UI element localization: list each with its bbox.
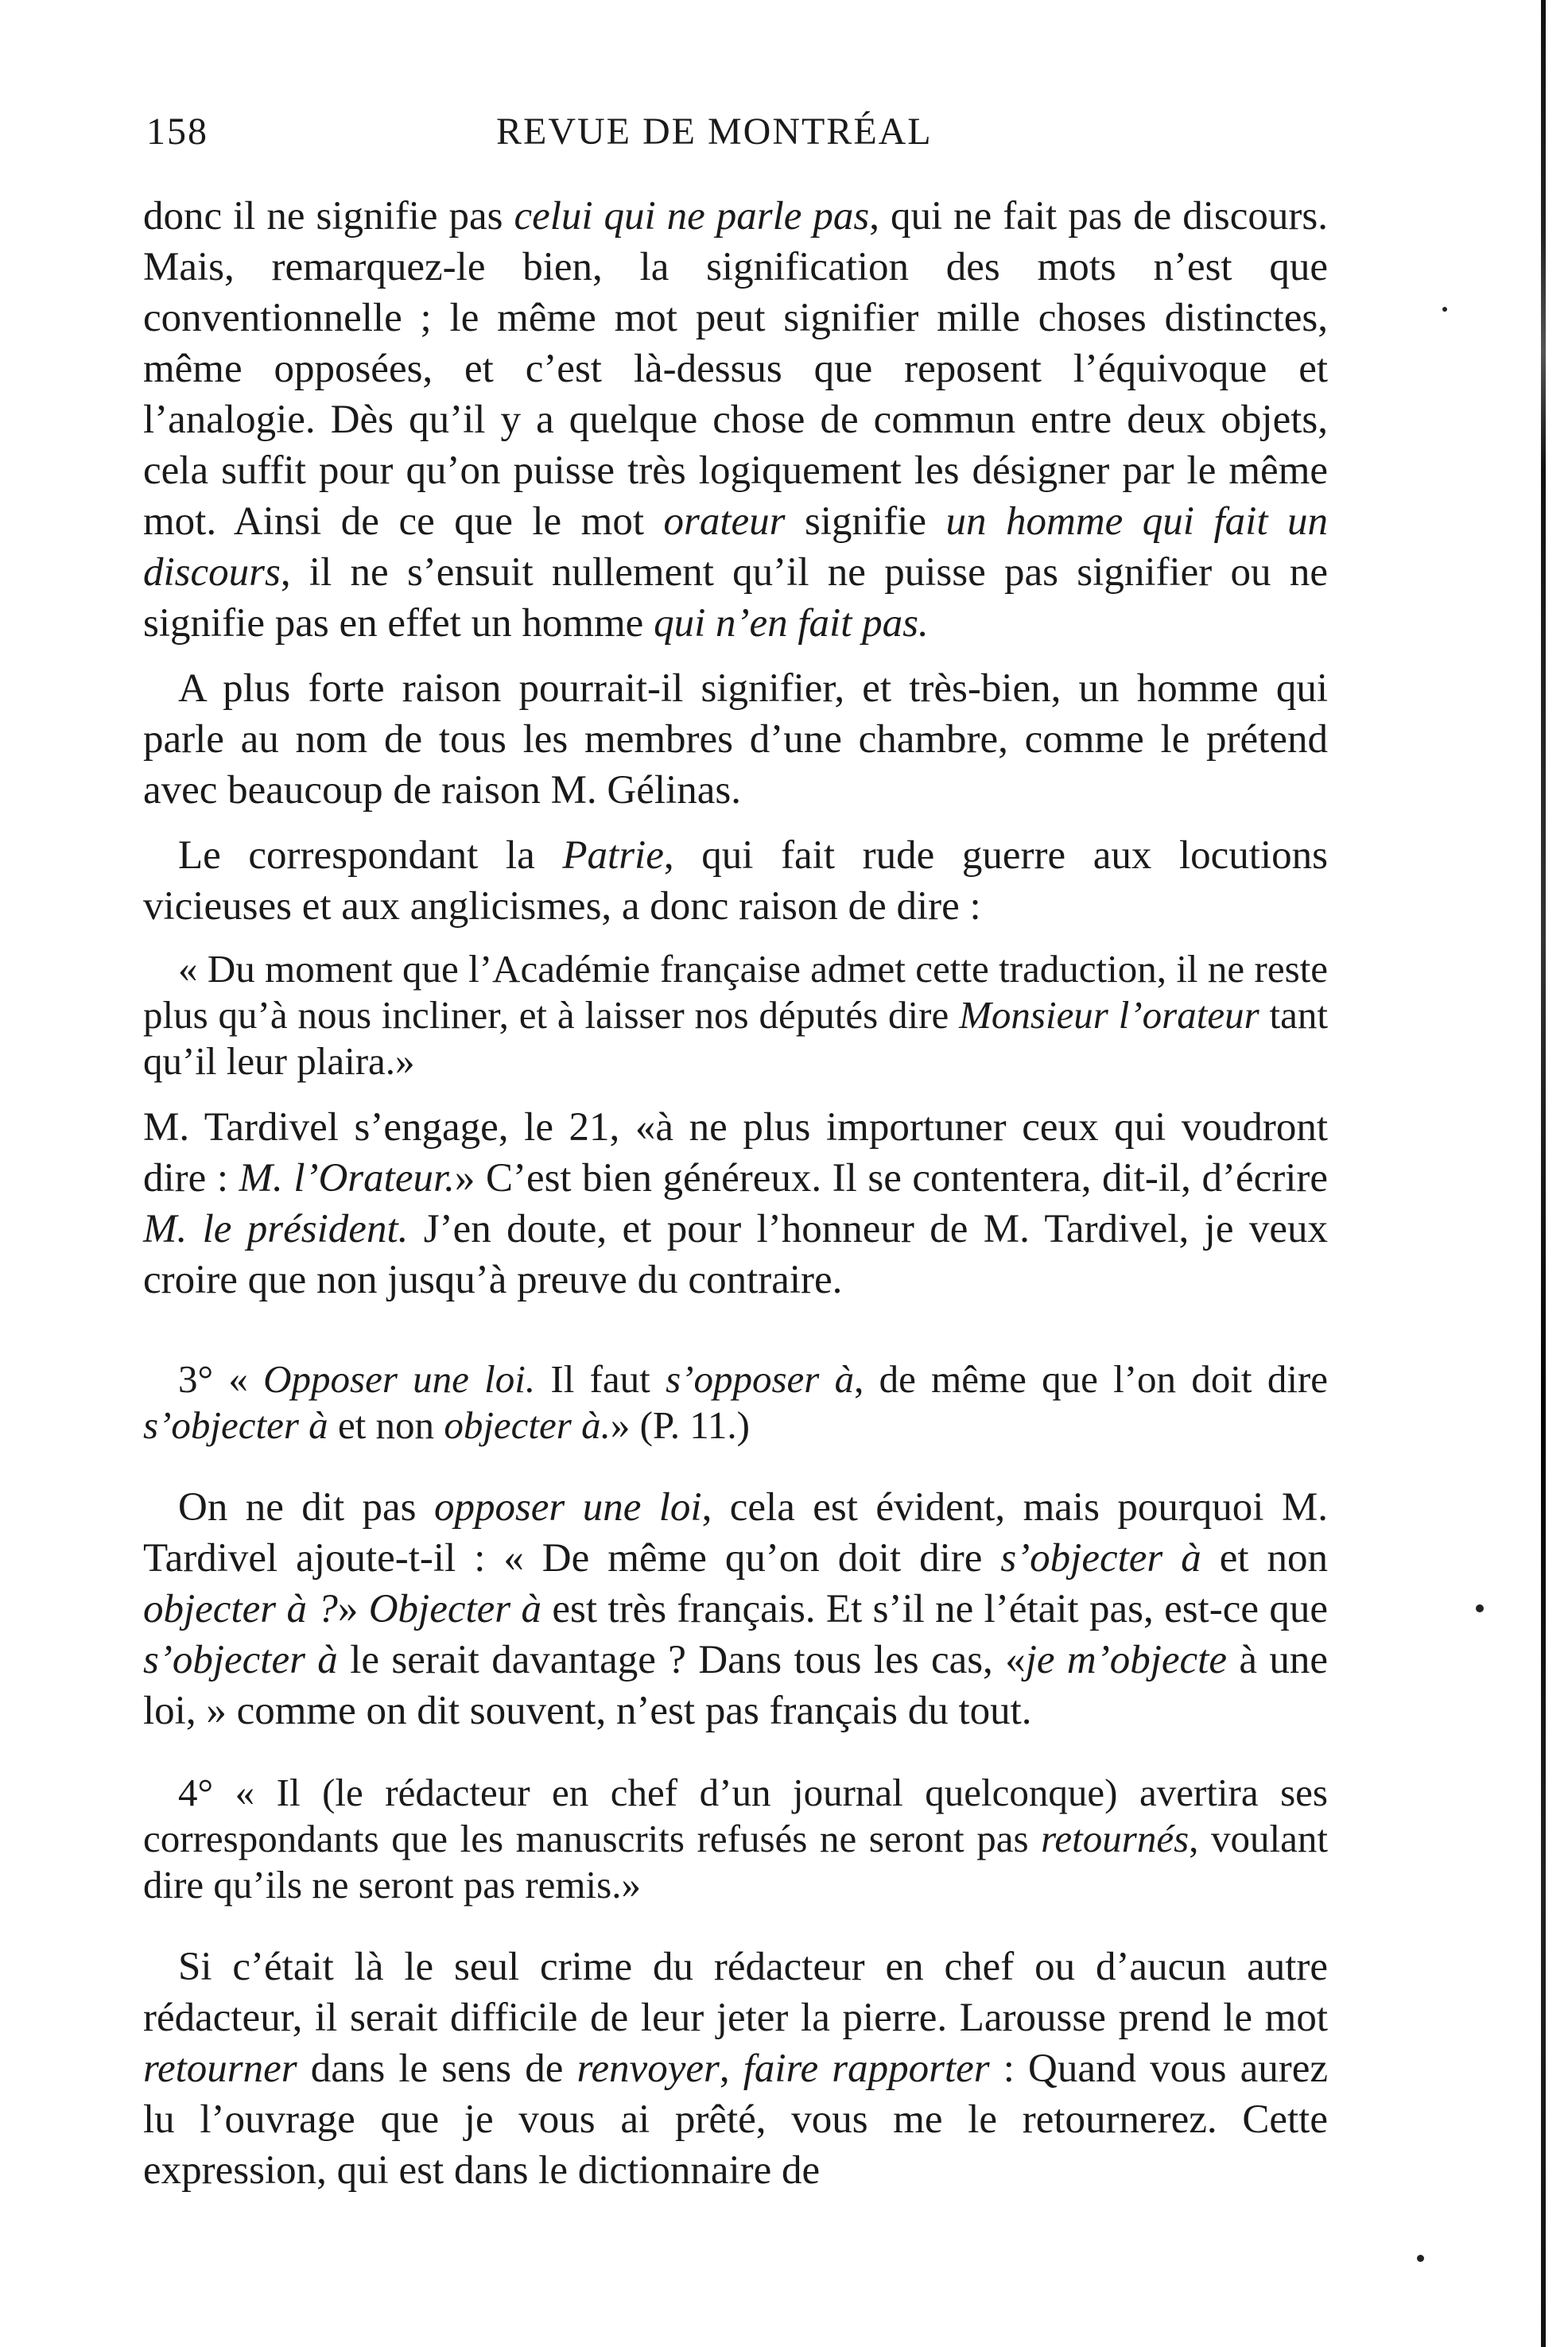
italic-run: M. l’Orateur. [239,1156,455,1201]
text-run: « Du moment que l’Académie française admet cette traduction, il ne reste plus qu’à nous incliner, et à laisser nos députés dire [143,947,1328,1037]
text-run: : Quand vous aurez lu l’ouvrage que je vous ai prêté, vous me le retournerez. Cette expression, qui est dans le dictionnaire de [143,2046,1328,2193]
paragraph-quote-academie [143,946,1328,1084]
italic-run: orateur [663,499,786,544]
ink-speck [1442,307,1447,312]
italic-run: s’objecter à [143,1403,328,1447]
text-run: A plus forte raison pourrait-il signifier, et très-bien, un homme qui parle au nom de tous les membres d’une chambre, comme le prétend avec beaucoup de raison M. Gélinas. [143,666,1328,813]
text-run: J’en doute, et pour l’honneur de M. Tardivel, je veux croire que non jusqu’à preuve du contraire. [143,1207,1328,1302]
text-run: , il ne s’ensuit nullement qu’il ne puisse pas signifier ou ne signifie pas en effet un homme [143,550,1328,646]
text-run: signifie [785,499,946,544]
text-run: donc il ne signifie pas [143,194,514,239]
text-run: le serait davantage ? Dans tous les cas, « [337,1638,1026,1682]
text-run: tant qu’il leur plaira.» [143,993,1329,1083]
binding-edge [1541,0,1546,2347]
paragraph-objecter [143,1482,1328,1736]
italic-run: opposer une loi [433,1485,702,1530]
text-run: » (P. 11.) [610,1403,750,1447]
text-run: dans le sens de [297,2046,577,2091]
text-run: à une loi, » comme on dit souvent, n’est pas français du tout. [143,1638,1328,1733]
text-run: » C’est bien généreux. Il se contentera, dit-il, d’écrire [454,1156,1328,1201]
italic-run: Monsieur l’orateur [959,993,1259,1037]
text-run: Le correspondant la [178,833,563,878]
text-run: Il faut [535,1357,666,1401]
italic-run: objecter à. [444,1403,611,1447]
text-run: , voulant dire qu’ils ne seront pas remis.» [143,1817,1328,1907]
text-run: On ne dit pas [178,1485,434,1530]
paragraph-item-4 [143,1770,1328,1908]
italic-run: un homme qui fait un discours [143,499,1328,595]
text-run: 4° « Il (le rédacteur en chef d’un journal quelconque) avertira ses correspondants que les manuscrits refusés ne seront pas [143,1771,1328,1860]
ink-speck [1417,2255,1424,2262]
page-number: 158 [146,111,208,153]
text-run: et non [328,1403,444,1447]
italic-run: je m’objecte [1025,1638,1227,1682]
text-run: et non [1201,1536,1328,1581]
text-run: 3° « [178,1357,264,1401]
text-run: » [337,1587,369,1631]
paragraph-tardivel [143,1102,1328,1305]
italic-run: s’objecter à [1000,1536,1201,1581]
text-run: est très français. Et s’il ne l’était pas, est-ce que [541,1587,1328,1631]
italic-run: retourner [143,2046,297,2091]
paragraph-orateur-meaning [143,191,1328,649]
italic-run: s’opposer à [666,1357,855,1401]
text-run: M. Tardivel s’engage, le 21, «à ne plus importuner ceux qui voudront dire : [143,1105,1328,1201]
italic-run: Patrie [562,833,664,878]
italic-run: qui n’en fait pas. [654,601,929,646]
italic-run: Objecter à [368,1587,542,1631]
italic-run: s’objecter à [143,1638,338,1682]
italic-run: retournés [1041,1817,1190,1860]
paragraph-larousse [143,1942,1328,2196]
text-run: , de même que l’on doit dire [854,1357,1328,1401]
text-run: , qui ne fait pas de discours. Mais, remarquez-le bien, la signification des mots n’est que conventionnelle ; le même mot peut signifier mille choses distinctes, même opposées, et c’est là-dessus que reposent l’équivoque et l’analogie. Dès qu’il y a quelque chose de commun entre deux objets, cela suffit pour qu’on puisse très logiquement les désigner par le même mot. Ainsi de ce que le mot [143,194,1328,544]
italic-run: faire rapporter [743,2046,990,2091]
text-run: , [719,2046,743,2091]
ink-speck [1476,1604,1484,1612]
paragraph-patrie-correspondent [143,830,1328,932]
italic-run: M. le président. [143,1207,409,1251]
page-header [146,94,1323,157]
italic-run: Opposer une loi. [263,1357,536,1401]
italic-run: celui qui ne parle pas [514,194,870,239]
text-run: , qui fait rude guerre aux locutions vicieuses et aux anglicismes, a donc raison de dire : [143,833,1328,929]
running-title: REVUE DE MONTRÉAL [496,111,933,153]
paragraph-gelinas [143,663,1328,816]
text-run: Si c’était là le seul crime du rédacteur en chef ou d’aucun autre rédacteur, il serait difficile de leur jeter la pierre. Larousse prend le mot [143,1945,1328,2040]
italic-run: renvoyer [576,2046,720,2091]
paragraph-item-3 [143,1356,1328,1449]
body-text [143,191,1328,2196]
italic-run: objecter à ? [143,1587,338,1631]
text-run: , cela est évident, mais pourquoi M. Tardivel ajoute-t-il : « De même qu’on doit dire [143,1485,1328,1581]
